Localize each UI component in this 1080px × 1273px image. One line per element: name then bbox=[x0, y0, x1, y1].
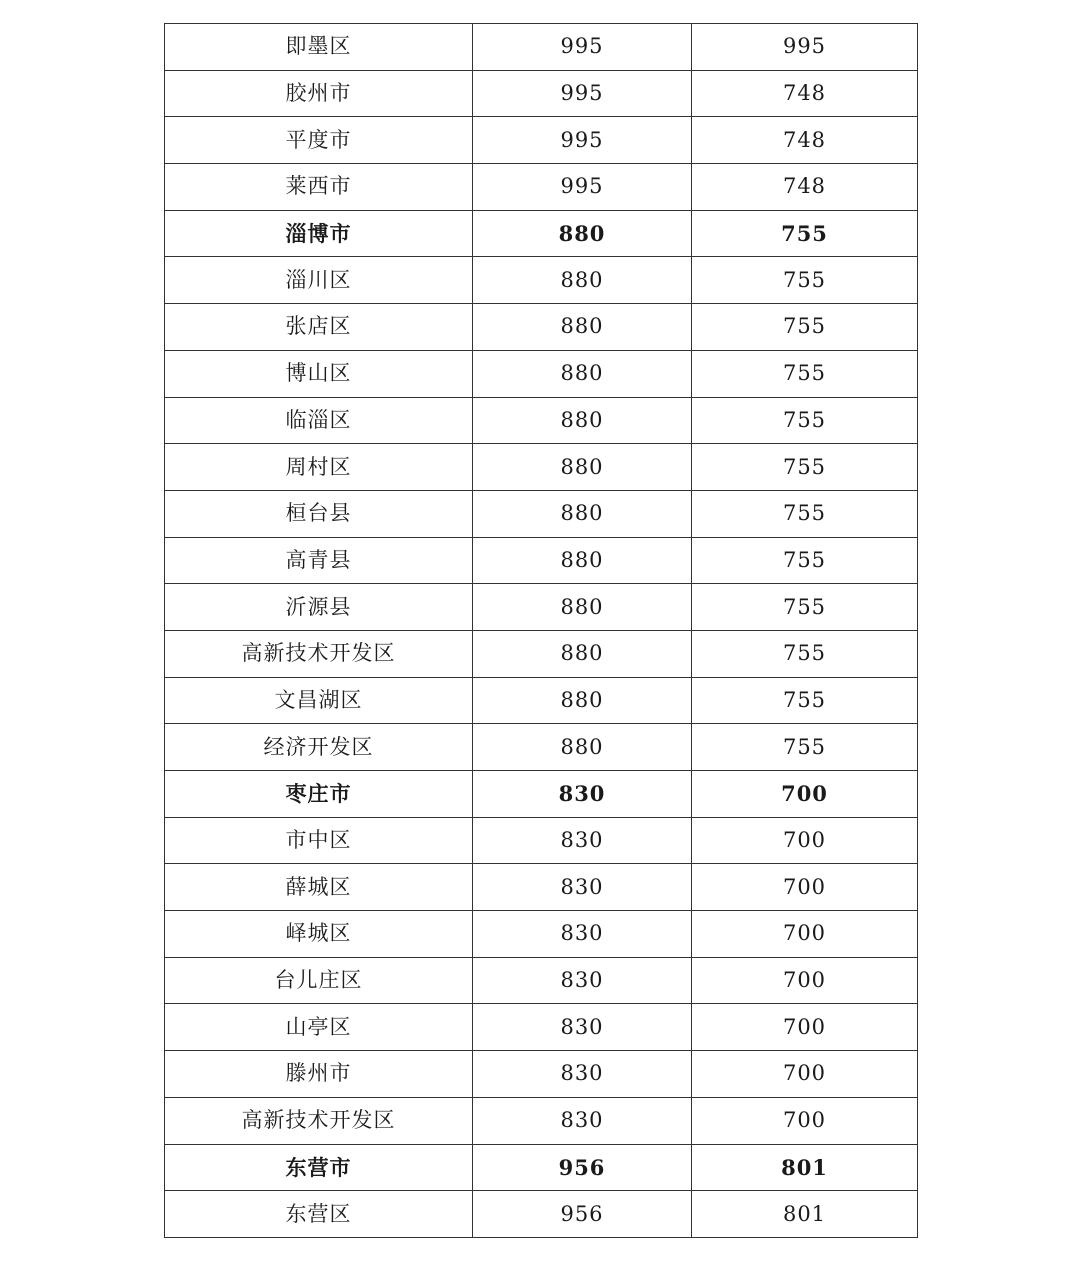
value-col2-cell: 755 bbox=[692, 490, 918, 537]
table-row bbox=[165, 444, 918, 491]
region-name-cell: 峄城区 bbox=[165, 911, 473, 958]
value-col2-cell: 801 bbox=[692, 1144, 918, 1191]
table-row bbox=[165, 957, 918, 1004]
region-name-cell: 滕州市 bbox=[165, 1051, 473, 1098]
region-name-cell: 莱西市 bbox=[165, 164, 473, 211]
table-row bbox=[165, 164, 918, 211]
table-row bbox=[165, 304, 918, 351]
region-name-cell: 高新技术开发区 bbox=[165, 630, 473, 677]
value-col1-cell: 830 bbox=[473, 1051, 692, 1098]
value-col1-cell: 880 bbox=[473, 584, 692, 631]
table-row bbox=[165, 584, 918, 631]
value-col2-cell: 801 bbox=[692, 1191, 918, 1238]
value-col2-cell: 748 bbox=[692, 164, 918, 211]
value-col1-cell: 830 bbox=[473, 957, 692, 1004]
region-name-cell: 高青县 bbox=[165, 537, 473, 584]
value-col2-cell: 755 bbox=[692, 210, 918, 257]
value-col2-cell: 700 bbox=[692, 864, 918, 911]
table-row bbox=[165, 1097, 918, 1144]
value-col2-cell: 755 bbox=[692, 724, 918, 771]
value-col1-cell: 880 bbox=[473, 350, 692, 397]
value-col2-cell: 755 bbox=[692, 444, 918, 491]
value-col2-cell: 755 bbox=[692, 630, 918, 677]
value-col1-cell: 880 bbox=[473, 257, 692, 304]
value-col1-cell: 830 bbox=[473, 1097, 692, 1144]
table-body bbox=[165, 24, 918, 1238]
region-name-cell: 市中区 bbox=[165, 817, 473, 864]
value-col1-cell: 830 bbox=[473, 864, 692, 911]
value-col1-cell: 956 bbox=[473, 1144, 692, 1191]
region-name-cell: 经济开发区 bbox=[165, 724, 473, 771]
value-col1-cell: 830 bbox=[473, 1004, 692, 1051]
value-col1-cell: 830 bbox=[473, 817, 692, 864]
table-row bbox=[165, 864, 918, 911]
value-col2-cell: 700 bbox=[692, 817, 918, 864]
value-col1-cell: 880 bbox=[473, 490, 692, 537]
table-row bbox=[165, 677, 918, 724]
region-name-cell: 淄川区 bbox=[165, 257, 473, 304]
region-name-cell: 东营市 bbox=[165, 1144, 473, 1191]
table-row bbox=[165, 1051, 918, 1098]
value-col2-cell: 755 bbox=[692, 397, 918, 444]
value-col2-cell: 755 bbox=[692, 304, 918, 351]
region-name-cell: 高新技术开发区 bbox=[165, 1097, 473, 1144]
region-name-cell: 沂源县 bbox=[165, 584, 473, 631]
value-col1-cell: 880 bbox=[473, 677, 692, 724]
value-col1-cell: 956 bbox=[473, 1191, 692, 1238]
value-col2-cell: 700 bbox=[692, 1051, 918, 1098]
table-row bbox=[165, 24, 918, 71]
value-col2-cell: 755 bbox=[692, 584, 918, 631]
table-row bbox=[165, 1191, 918, 1238]
value-col2-cell: 700 bbox=[692, 1097, 918, 1144]
region-name-cell: 周村区 bbox=[165, 444, 473, 491]
region-name-cell: 胶州市 bbox=[165, 70, 473, 117]
region-name-cell: 淄博市 bbox=[165, 210, 473, 257]
value-col2-cell: 700 bbox=[692, 911, 918, 958]
value-col1-cell: 995 bbox=[473, 24, 692, 71]
value-col1-cell: 880 bbox=[473, 210, 692, 257]
wage-table-container bbox=[164, 23, 917, 1238]
value-col1-cell: 880 bbox=[473, 444, 692, 491]
value-col1-cell: 830 bbox=[473, 911, 692, 958]
value-col1-cell: 880 bbox=[473, 537, 692, 584]
region-name-cell: 山亭区 bbox=[165, 1004, 473, 1051]
table-row bbox=[165, 911, 918, 958]
region-name-cell: 即墨区 bbox=[165, 24, 473, 71]
table-row bbox=[165, 350, 918, 397]
region-name-cell: 台儿庄区 bbox=[165, 957, 473, 1004]
table-row bbox=[165, 817, 918, 864]
table-row bbox=[165, 630, 918, 677]
table-row-city bbox=[165, 771, 918, 818]
value-col2-cell: 700 bbox=[692, 957, 918, 1004]
value-col2-cell: 700 bbox=[692, 771, 918, 818]
table-row bbox=[165, 70, 918, 117]
region-name-cell: 张店区 bbox=[165, 304, 473, 351]
table-row bbox=[165, 117, 918, 164]
value-col2-cell: 755 bbox=[692, 350, 918, 397]
table-row bbox=[165, 257, 918, 304]
value-col1-cell: 995 bbox=[473, 117, 692, 164]
value-col2-cell: 755 bbox=[692, 537, 918, 584]
region-name-cell: 博山区 bbox=[165, 350, 473, 397]
table-row bbox=[165, 397, 918, 444]
value-col1-cell: 880 bbox=[473, 304, 692, 351]
value-col2-cell: 700 bbox=[692, 1004, 918, 1051]
value-col1-cell: 880 bbox=[473, 630, 692, 677]
region-name-cell: 东营区 bbox=[165, 1191, 473, 1238]
value-col1-cell: 830 bbox=[473, 771, 692, 818]
region-name-cell: 薛城区 bbox=[165, 864, 473, 911]
value-col1-cell: 995 bbox=[473, 70, 692, 117]
table-row-city bbox=[165, 1144, 918, 1191]
table-row-city bbox=[165, 210, 918, 257]
table-row bbox=[165, 490, 918, 537]
region-name-cell: 枣庄市 bbox=[165, 771, 473, 818]
region-name-cell: 桓台县 bbox=[165, 490, 473, 537]
value-col2-cell: 748 bbox=[692, 117, 918, 164]
table-row bbox=[165, 537, 918, 584]
value-col2-cell: 755 bbox=[692, 257, 918, 304]
value-col1-cell: 995 bbox=[473, 164, 692, 211]
value-col2-cell: 748 bbox=[692, 70, 918, 117]
value-col2-cell: 995 bbox=[692, 24, 918, 71]
table-row bbox=[165, 724, 918, 771]
region-name-cell: 临淄区 bbox=[165, 397, 473, 444]
value-col1-cell: 880 bbox=[473, 397, 692, 444]
value-col1-cell: 880 bbox=[473, 724, 692, 771]
value-col2-cell: 755 bbox=[692, 677, 918, 724]
region-name-cell: 平度市 bbox=[165, 117, 473, 164]
region-name-cell: 文昌湖区 bbox=[165, 677, 473, 724]
table-row bbox=[165, 1004, 918, 1051]
wage-table bbox=[164, 23, 918, 1238]
